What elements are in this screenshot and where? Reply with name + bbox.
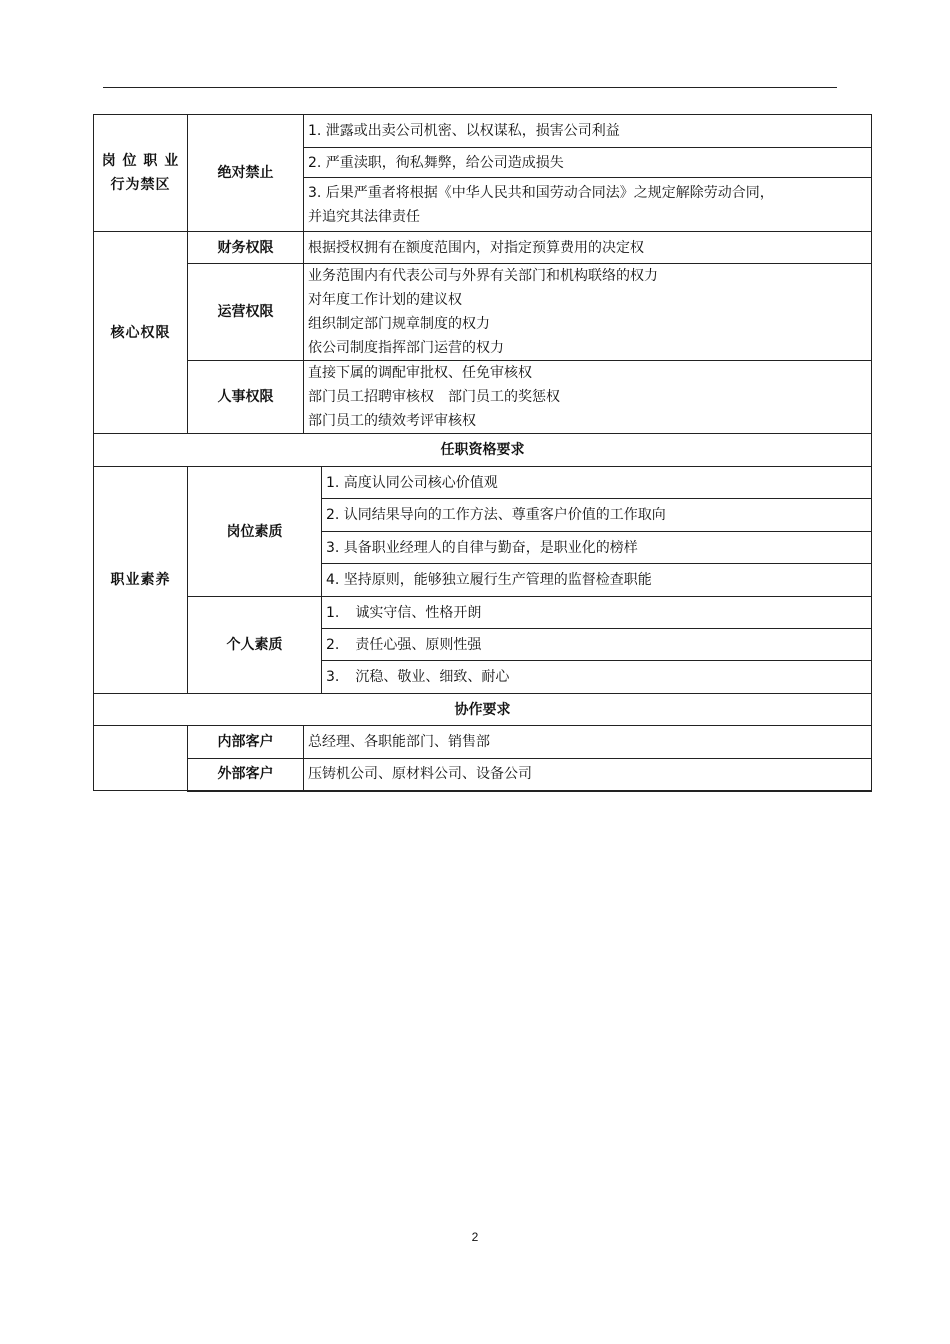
table-row <box>94 467 872 499</box>
personal-quality-item: 2. 责任心强、原则性强 <box>322 629 872 661</box>
finance-authority-label: 财务权限 <box>188 232 304 264</box>
table-row <box>94 232 872 264</box>
position-quality-item: 4. 坚持原则，能够独立履行生产管理的监督检查职能 <box>322 564 872 597</box>
position-quality-item: 1. 高度认同公司核心价值观 <box>322 467 872 499</box>
table-row <box>94 434 872 467</box>
prohibition-item: 1. 泄露或出卖公司机密、以权谋私，损害公司利益 <box>304 115 872 148</box>
internal-customer-label: 内部客户 <box>188 726 304 759</box>
operations-authority-label: 运营权限 <box>188 264 304 361</box>
external-customer-label: 外部客户 <box>188 759 304 791</box>
prohibition-item: 3. 后果严重者将根据《中华人民共和国劳动合同法》之规定解除劳动合同， 并追究其法律责任 <box>304 178 872 232</box>
operations-authority-text: 业务范围内有代表公司与外界有关部门和机构联络的权力 对年度工作计划的建议权 组织制定部门规章制度的权力 依公司制度指挥部门运营的权力 <box>304 264 872 361</box>
personal-quality-item: 3. 沉稳、敬业、细致、耐心 <box>322 661 872 694</box>
cooperation-category <box>94 726 188 791</box>
table-row <box>94 597 872 629</box>
table-row <box>94 264 872 361</box>
personnel-authority-text: 直接下属的调配审批权、任免审核权 部门员工招聘审核权 部门员工的奖惩权 部门员工的绩效考评审核权 <box>304 361 872 434</box>
internal-customer-text: 总经理、各职能部门、销售部 <box>304 726 872 759</box>
qualification-section-title: 任职资格要求 <box>94 434 872 467</box>
prohibition-item: 2. 严重渎职，徇私舞弊，给公司造成损失 <box>304 148 872 178</box>
prohibitions-category: 岗 位 职 业 行为禁区 <box>94 115 188 232</box>
header-rule <box>103 87 837 88</box>
personal-quality-item: 1. 诚实守信、性格开朗 <box>322 597 872 629</box>
position-quality-item: 3. 具备职业经理人的自律与勤奋，是职业化的榜样 <box>322 532 872 564</box>
table-row <box>94 759 872 791</box>
table-row <box>94 115 872 148</box>
page-number: 2 <box>471 1230 479 1244</box>
table-row <box>94 694 872 726</box>
table-row <box>94 726 872 759</box>
external-customer-text: 压铸机公司、原材料公司、设备公司 <box>304 759 872 791</box>
table-row <box>94 361 872 434</box>
position-quality-label: 岗位素质 <box>188 467 322 597</box>
personal-quality-label: 个人素质 <box>188 597 322 694</box>
finance-authority-text: 根据授权拥有在额度范围内，对指定预算费用的决定权 <box>304 232 872 264</box>
position-quality-item: 2. 认同结果导向的工作方法、尊重客户价值的工作取向 <box>322 499 872 532</box>
authority-category: 核心权限 <box>94 232 188 434</box>
cooperation-section-title: 协作要求 <box>94 694 872 726</box>
job-description-table <box>93 114 872 792</box>
qualification-category: 职业素养 <box>94 467 188 694</box>
personnel-authority-label: 人事权限 <box>188 361 304 434</box>
prohibitions-sub-label: 绝对禁止 <box>188 115 304 232</box>
